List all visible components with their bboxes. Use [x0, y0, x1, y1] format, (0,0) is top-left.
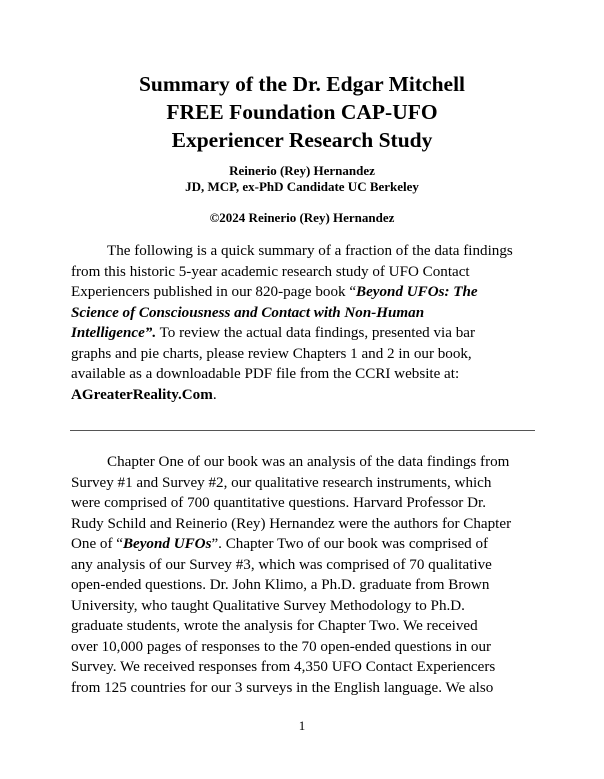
text-line: available as a downloadable PDF file from the CCRI website at: [71, 366, 460, 382]
book-title-text: Intelligence”. [71, 325, 157, 341]
text-line [71, 385, 535, 406]
book-title-text: Beyond UFOs [122, 536, 212, 552]
text-line: Survey. We received responses from 4,350 UFO Contact Experiencers [71, 659, 496, 675]
text-run: To review the actual data findings, presented via bar [156, 325, 475, 341]
section-divider [70, 430, 535, 431]
author-name: Reinerio (Rey) Hernandez [229, 163, 375, 178]
text-line [71, 534, 535, 555]
summary-paragraph [71, 241, 535, 405]
text-run: ”. Chapter Two of our book was comprised of [211, 536, 489, 552]
book-title-text: Beyond UFOs: The [356, 284, 478, 300]
text-line: graphs and pie charts, please review Chapters 1 and 2 in our book, [71, 345, 472, 362]
text-line: any analysis of our Survey #3, which was comprised of 70 qualitative [71, 556, 492, 573]
title-line: Summary of the Dr. Edgar Mitchell [138, 72, 466, 96]
text-line: from this historic 5-year academic research study of UFO Contact [71, 263, 470, 280]
text-line: The following is a quick summary of a fraction of the data findings [107, 243, 513, 259]
text-line: University, who taught Qualitative Survey Methodology to Ph.D. [71, 597, 465, 614]
page-number: 1 [298, 718, 306, 733]
text-run: Experiencers published in our 820-page book “ [71, 284, 357, 300]
document-title [0, 70, 604, 154]
text-line: open-ended questions. Dr. John Klimo, a Ph.D. graduate from Brown [71, 577, 490, 593]
text-line: from 125 countries for our 3 surveys in the English language. We also [71, 679, 494, 696]
title-line: Experiencer Research Study [171, 128, 433, 152]
text-line: Chapter One of our book was an analysis of the data findings from [107, 454, 510, 470]
website-text: AGreaterReality.Com [71, 386, 213, 403]
text-line: were comprised of 700 quantitative questions. Harvard Professor Dr. [71, 495, 486, 511]
copyright-notice: ©2024 Reinerio (Rey) Hernandez [209, 210, 395, 225]
text-line: over 10,000 pages of responses to the 70 open-ended questions in our [71, 638, 492, 655]
text-run: One of “ [71, 536, 123, 552]
text-line: graduate students, wrote the analysis for Chapter Two. We received [71, 618, 478, 634]
text-run: . [212, 386, 217, 403]
text-line [71, 323, 535, 344]
author-block [0, 163, 604, 195]
text-line: Survey #1 and Survey #2, our qualitative research instruments, which [71, 474, 492, 491]
text-line: Rudy Schild and Reinerio (Rey) Hernandez were the authors for Chapter [71, 515, 512, 532]
chapters-paragraph [71, 452, 535, 698]
author-credentials: JD, MCP, ex-PhD Candidate UC Berkeley [185, 179, 419, 194]
text-line [71, 282, 535, 303]
title-line: FREE Foundation CAP-UFO [166, 100, 438, 124]
book-title-text: Science of Consciousness and Contact with Non-Human [71, 304, 425, 321]
